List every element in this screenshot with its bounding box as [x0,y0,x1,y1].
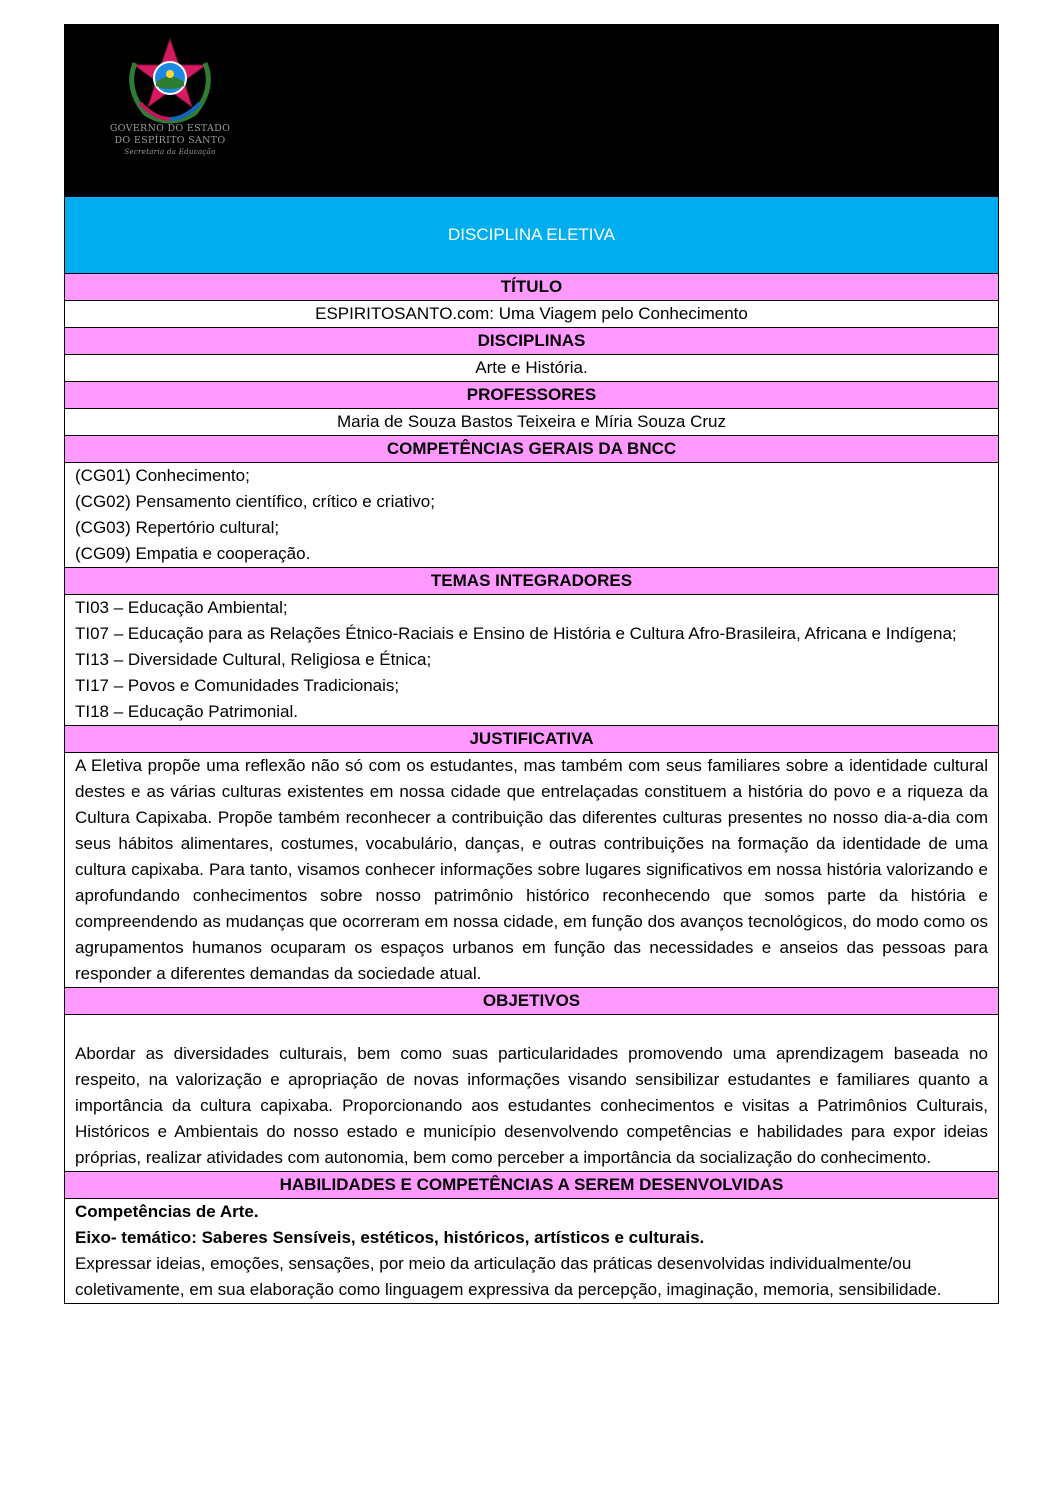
habilidades-heading: HABILIDADES E COMPETÊNCIAS A SEREM DESENVOLVIDAS [65,1172,998,1199]
logo-line-1: GOVERNO DO ESTADO [109,123,231,134]
temas-list [65,595,998,726]
logo-line-2: DO ESPÍRITO SANTO [114,135,226,146]
tema-item: TI17 – Povos e Comunidades Tradicionais; [75,676,400,695]
logo-tagline: Secretaria da Educação [124,148,216,156]
disciplinas-heading: DISCIPLINAS [65,328,998,355]
tema-item: TI03 – Educação Ambiental; [75,598,288,617]
tema-item: TI13 – Diversidade Cultural, Religiosa e Étnica; [75,650,432,669]
logo-caption [95,123,245,158]
competencia-item: (CG01) Conhecimento; [75,466,250,485]
competencias-list [65,463,998,568]
banner-disciplina-eletiva: DISCIPLINA ELETIVA [65,197,998,274]
document-table [64,24,999,1304]
professores-value: Maria de Souza Bastos Teixeira e Míria Souza Cruz [65,409,998,436]
header-black-band [65,25,998,197]
titulo-value: ESPIRITOSANTO.com: Uma Viagem pelo Conhecimento [65,301,998,328]
competencias-heading: COMPETÊNCIAS GERAIS DA BNCC [65,436,998,463]
habilidades-eixo: Eixo- temático: Saberes Sensíveis, estéticos, históricos, artísticos e culturais. [75,1228,705,1247]
titulo-heading: TÍTULO [65,274,998,301]
habilidades-section [65,1199,998,1303]
objetivos-heading: OBJETIVOS [65,988,998,1015]
objetivos-text: Abordar as diversidades culturais, bem como suas particularidades promovendo uma aprendizagem baseada no respeito, na valorização e apropriação de novas informações visando sensibilizar estudantes e familiares quanto a importância da cultura capixaba. Proporcionando aos estudantes conhecimentos e visitas a Patrimônios Culturais, Históricos e Ambientais do nosso estado e município desenvolvendo competências e habilidades para expor ideias próprias, realizar atividades com autonomia, bem como perceber a importância da socialização do conhecimento. [75,1044,988,1167]
competencia-item: (CG09) Empatia e cooperação. [75,544,311,563]
habilidades-text: Expressar ideias, emoções, sensações, por meio da articulação das práticas desenvolvidas individualmente/ou coletivamente, em sua elaboração como linguagem expressiva da percepção, imaginação, memoria, sensibilidade. [75,1254,942,1299]
justificativa-heading: JUSTIFICATIVA [65,726,998,753]
temas-heading: TEMAS INTEGRADORES [65,568,998,595]
disciplinas-value: Arte e História. [65,355,998,382]
competencia-item: (CG02) Pensamento científico, crítico e criativo; [75,492,435,511]
professores-heading: PROFESSORES [65,382,998,409]
coat-of-arms-logo [95,33,245,183]
tema-item: TI18 – Educação Patrimonial. [75,702,299,721]
habilidades-subtitle: Competências de Arte. [75,1202,259,1221]
competencia-item: (CG03) Repertório cultural; [75,518,280,537]
objetivos-section [65,1015,998,1172]
spacer [75,1015,988,1041]
tema-item: TI07 – Educação para as Relações Étnico-Raciais e Ensino de História e Cultura Afro-Brasileira, Africana e Indígena; [75,624,957,643]
justificativa-text: A Eletiva propõe uma reflexão não só com os estudantes, mas também com seus familiares sobre a identidade cultural destes e as várias culturas existentes em nossa cidade que entrelaçadas constituem a história do povo e a riqueza da Cultura Capixaba. Propõe também reconhecer a contribuição das diferentes culturas presentes no nosso dia-a-dia com seus hábitos alimentares, costumes, vocabulário, danças, e outras contribuições na formação da identidade de uma cultura capixaba. Para tanto, visamos conhecer informações sobre lugares significativos em nossa história valorizando e aprofundando conhecimentos sobre nosso patrimônio histórico reconhecendo que somos parte da história e compreendendo as mudanças que ocorreram em nossa cidade, em função dos avanços tecnológicos, do modo como os agrupamentos humanos ocuparam os espaços urbanos em função das necessidades e anseios das pessoas para responder a diferentes demandas da sociedade atual. [65,753,998,988]
